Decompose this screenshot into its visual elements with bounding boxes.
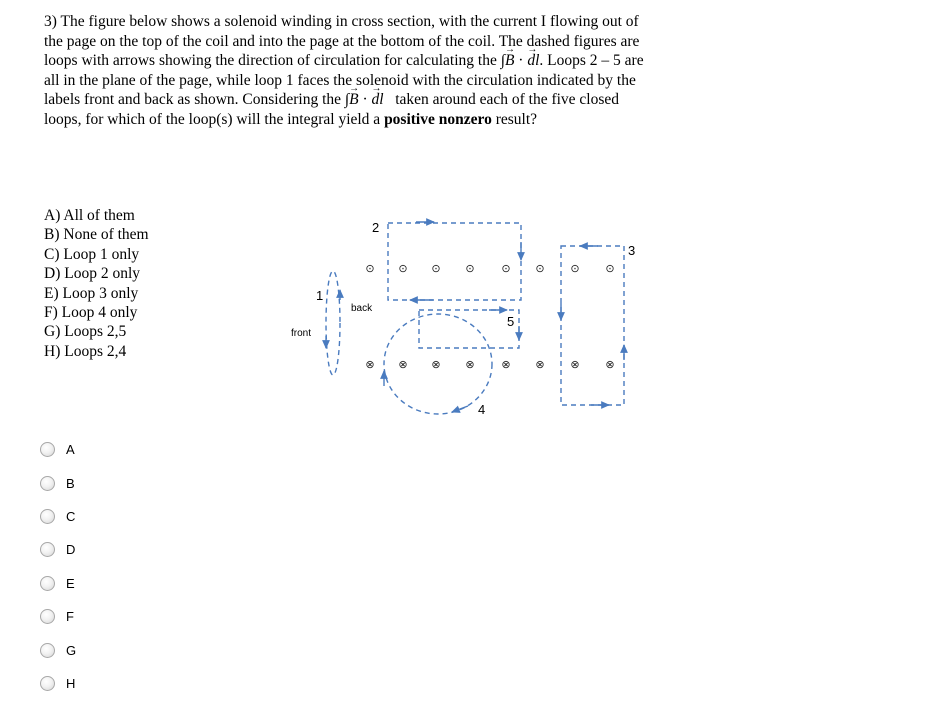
- loop-label-1: 1: [316, 288, 324, 303]
- into-page-wire: ⊗: [465, 359, 475, 371]
- option-label: F: [66, 609, 74, 624]
- back-label: back: [351, 303, 373, 314]
- out-of-page-wire: ⊙: [535, 263, 545, 275]
- loop-label-4: 4: [478, 402, 486, 417]
- vector-dl-2: → dl: [372, 90, 384, 110]
- option-d[interactable]: [40, 541, 160, 563]
- choice-a-text: A) All of them: [44, 207, 135, 224]
- option-a[interactable]: [40, 441, 160, 463]
- option-h[interactable]: [40, 675, 160, 697]
- into-page-wire: ⊗: [431, 359, 441, 371]
- option-g[interactable]: [40, 642, 160, 664]
- radio-button[interactable]: [40, 442, 55, 457]
- loop-5: [419, 310, 519, 348]
- option-b[interactable]: [40, 475, 160, 497]
- choice-c-text: C) Loop 1 only: [44, 245, 140, 263]
- vector-b-2: → B: [349, 90, 358, 110]
- option-label: A: [66, 442, 75, 457]
- radio-button[interactable]: [40, 576, 55, 591]
- loop-2: [388, 223, 521, 300]
- front-label: front: [291, 328, 312, 339]
- radio-button[interactable]: [40, 643, 55, 658]
- radio-button[interactable]: [40, 542, 55, 557]
- loop-1: [326, 271, 340, 375]
- option-label: B: [66, 476, 75, 491]
- option-label: D: [66, 542, 76, 557]
- question-number: 3): [44, 13, 57, 30]
- into-page-wire: ⊗: [570, 359, 580, 371]
- choice-h-text: H) Loops 2,4: [44, 342, 127, 360]
- dot-symbol: ·: [518, 52, 524, 70]
- loop-label-3: 3: [628, 243, 636, 258]
- into-page-wire: ⊗: [535, 359, 545, 371]
- choice-g-text: G) Loops 2,5: [44, 323, 127, 341]
- solenoid-figure: [288, 208, 638, 418]
- question-part-1: The figure below shows a solenoid winding in cross section, with the current I flowing out of the page on the top of the coil and into the page at the bottom of the coil. The dashed figures are loops with arrows showing the direction of circulation for calculating the ∫: [44, 13, 640, 70]
- radio-button[interactable]: [40, 509, 55, 524]
- question-text: [44, 12, 654, 130]
- out-of-page-wire: ⊙: [365, 263, 375, 275]
- choice-d-text: D) Loop 2 only: [44, 265, 141, 283]
- option-e[interactable]: [40, 575, 160, 597]
- out-of-page-wire: ⊙: [570, 263, 580, 275]
- vector-b: → B: [505, 51, 514, 71]
- into-page-wire: ⊗: [365, 359, 375, 371]
- option-label: E: [66, 576, 75, 591]
- question-part-3: taken around each of the five closed loops, for which of the loop(s) will the integral yield a: [44, 91, 620, 128]
- vector-dl: → dl: [527, 51, 539, 71]
- loop-label-2: 2: [372, 220, 380, 235]
- into-page-wire: ⊗: [605, 359, 615, 371]
- option-label: H: [66, 676, 76, 691]
- question-emphasis: positive nonzero: [384, 110, 492, 128]
- choice-e-text: E) Loop 3 only: [44, 284, 139, 302]
- radio-button[interactable]: [40, 476, 55, 491]
- choice-f-text: F) Loop 4 only: [44, 304, 138, 322]
- dot-symbol-2: ·: [362, 91, 368, 109]
- radio-button[interactable]: [40, 609, 55, 624]
- option-f[interactable]: [40, 608, 160, 630]
- into-page-wire: ⊗: [501, 359, 511, 371]
- into-page-wire: ⊗: [398, 359, 408, 371]
- out-of-page-wire: ⊙: [605, 263, 615, 275]
- radio-button[interactable]: [40, 676, 55, 691]
- out-of-page-wire: ⊙: [431, 263, 441, 275]
- question-part-2: . Loops 2 – 5 are all in the plane of the page, while loop 1 faces the solenoid with the circulation indicated by the labels front and back as shown. Considering the ∫: [44, 52, 644, 109]
- out-of-page-wire: ⊙: [501, 263, 511, 275]
- answer-choices-list: [44, 206, 149, 361]
- loop-label-5: 5: [507, 314, 515, 329]
- option-c[interactable]: [40, 508, 160, 530]
- option-label: C: [66, 509, 76, 524]
- out-of-page-wire: ⊙: [398, 263, 408, 275]
- out-of-page-wire: ⊙: [465, 263, 475, 275]
- choice-b-text: B) None of them: [44, 226, 149, 244]
- option-label: G: [66, 643, 77, 658]
- question-part-4: result?: [491, 110, 538, 128]
